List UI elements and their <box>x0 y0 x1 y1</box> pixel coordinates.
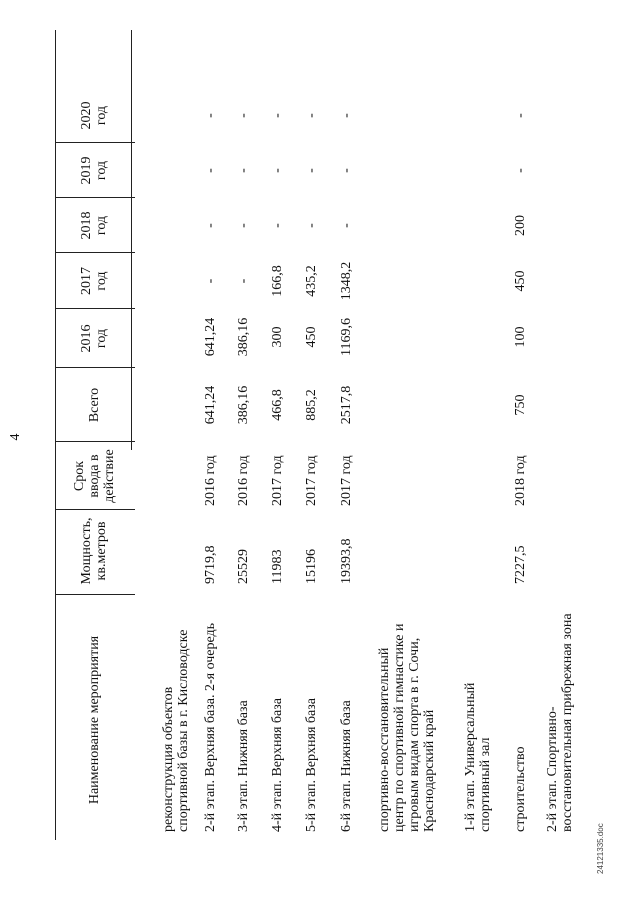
rotated-table <box>55 30 580 840</box>
row-name: 1-й этап. Универсальный спортивный зал <box>463 682 493 832</box>
row-2020: - <box>236 113 251 118</box>
row-term: 2016 год <box>203 455 218 506</box>
row-2020: - <box>203 113 218 118</box>
row-term: 2017 год <box>339 455 354 506</box>
header-top-rule <box>55 30 56 840</box>
row-capacity: 11983 <box>270 549 285 584</box>
header-2018: 2018 год <box>79 211 109 240</box>
row-2017: 450 <box>513 270 528 292</box>
col-divider <box>55 594 135 595</box>
row-name: спортивно-восстановительный центр по спортивной гимнастике и игровым видам спорта в г. Сочи, Краснодарский край <box>377 623 437 832</box>
row-name: 6-й этап. Нижняя база <box>339 700 354 832</box>
row-2018: - <box>270 223 285 228</box>
row-capacity: 7227,5 <box>513 545 528 584</box>
row-2020: - <box>304 113 319 118</box>
row-2018: - <box>236 223 251 228</box>
row-capacity: 9719,8 <box>203 545 218 584</box>
row-name: 2-й этап. Верхняя база. 2-я очередь <box>203 622 218 832</box>
row-capacity: 15196 <box>304 549 319 584</box>
row-total: 641,24 <box>203 385 218 425</box>
row-2016: 1169,6 <box>339 318 354 356</box>
row-2017: 166,8 <box>270 265 285 297</box>
header-name: Наименование мероприятия <box>86 635 102 805</box>
row-2017: 1348,2 <box>339 261 354 301</box>
header-2019: 2019 год <box>79 156 109 185</box>
row-2018: - <box>339 223 354 228</box>
row-2017: 435,2 <box>304 265 319 297</box>
row-2019: - <box>513 168 528 173</box>
row-capacity: 25529 <box>236 549 251 584</box>
header-capacity: Мощность, кв.метров <box>79 517 109 585</box>
row-2019: - <box>236 168 251 173</box>
row-2020: - <box>270 113 285 118</box>
row-2018: - <box>304 223 319 228</box>
header-2020: 2020 год <box>79 101 109 130</box>
footer-filename: 24121335.doc <box>596 823 605 874</box>
row-term: 2017 год <box>304 455 319 506</box>
row-2016: 100 <box>513 326 528 348</box>
row-2019: - <box>304 168 319 173</box>
row-2019: - <box>203 168 218 173</box>
row-term: 2018 год <box>513 455 528 506</box>
page-number: 4 <box>8 433 23 441</box>
row-2019: - <box>339 168 354 173</box>
row-2016: 386,16 <box>236 317 251 357</box>
row-2018: - <box>203 223 218 228</box>
row-capacity: 19393,8 <box>339 538 354 584</box>
row-2016: 450 <box>304 326 319 348</box>
row-2016: 641,24 <box>203 317 218 357</box>
header-total: Всего <box>86 387 102 423</box>
row-total: 386,16 <box>236 385 251 425</box>
row-total: 885,2 <box>304 389 319 421</box>
row-2017: - <box>236 278 251 284</box>
row-name: реконструкция объектов спортивной базы в г. Кисловодске <box>161 629 191 832</box>
header-term: Срок ввода в действие <box>71 449 117 503</box>
row-name: 2-й этап. Спортивно- восстановительная прибрежная зона <box>545 613 575 832</box>
row-2020: - <box>339 113 354 118</box>
header-bottom-rule <box>131 30 132 450</box>
row-name: строительство <box>513 746 528 832</box>
row-2019: - <box>270 168 285 173</box>
row-term: 2016 год <box>236 455 251 506</box>
row-2016: 300 <box>270 326 285 348</box>
row-total: 750 <box>513 394 528 416</box>
row-total: 2517,8 <box>339 385 354 425</box>
row-2017: - <box>203 278 218 284</box>
row-name: 4-й этап. Верхняя база <box>270 698 285 832</box>
row-total: 466,8 <box>270 389 285 421</box>
row-name: 3-й этап. Нижняя база <box>236 700 251 832</box>
header-2017: 2017 год <box>79 267 109 295</box>
row-term: 2017 год <box>270 455 285 506</box>
row-2018: 200 <box>513 215 528 236</box>
header-2016: 2016 год <box>79 324 109 353</box>
row-name: 5-й этап. Верхняя база <box>304 698 319 832</box>
row-2020: - <box>513 113 528 118</box>
